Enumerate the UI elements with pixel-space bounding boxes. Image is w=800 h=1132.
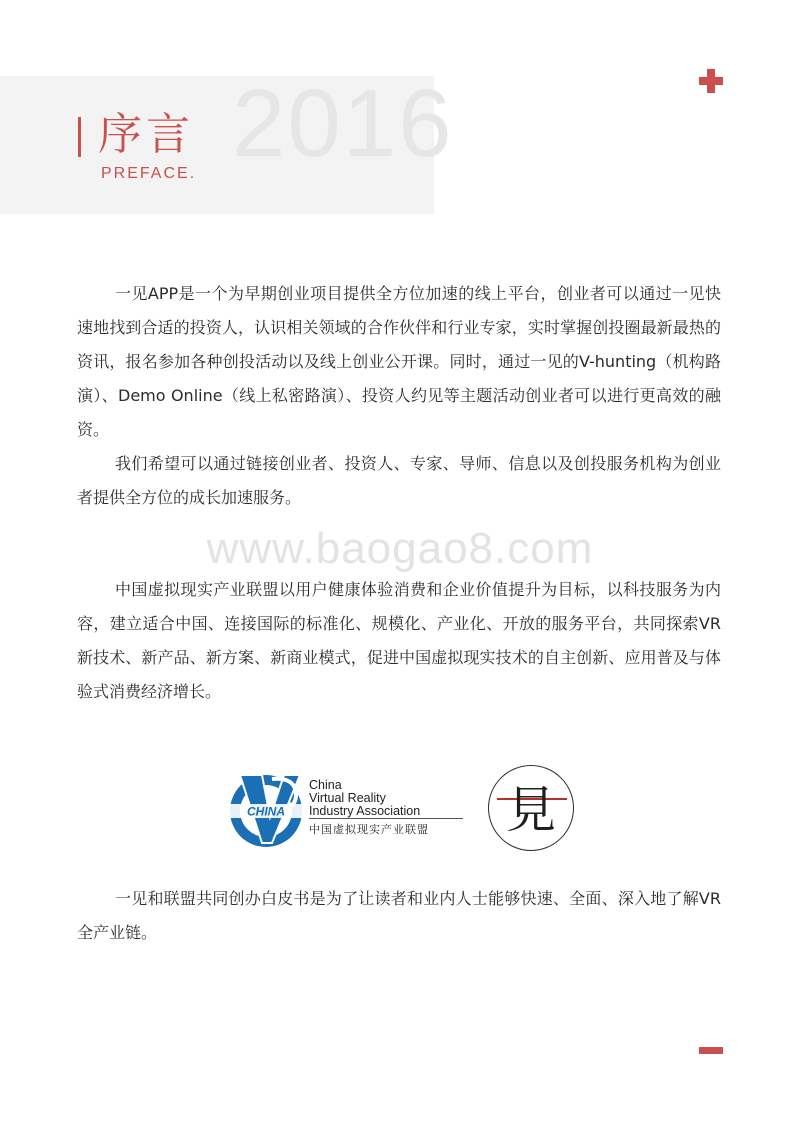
cvria-emblem-text: CHINA (247, 804, 285, 819)
intro-paragraph-1: 一见APP是一个为早期创业项目提供全方位加速的线上平台，创业者可以通过一见快速地找到合适的投资人，认识相关领域的合作伙伴和行业专家，实时掌握创投圈最新最热的资讯，报名参加各种创投活动以及线上创业公开课。同时，通过一见的V-hunting（机构路演）、Demo Online（线上私密路演）、投资人约见等主题活动创业者可以进行更高效的融资。 (77, 284, 721, 439)
cvria-divider (309, 818, 463, 819)
year-watermark: 2016 (232, 70, 454, 177)
plus-icon (699, 69, 723, 93)
cvria-emblem-icon (226, 769, 306, 849)
intro-paragraph-2: 我们希望可以通过链接创业者、投资人、专家、导师、信息以及创投服务机构为创业者提供全方位的成长加速服务。 (77, 454, 721, 507)
cvria-name-cn: 中国虚拟现实产业联盟 (309, 823, 429, 836)
cvria-name-en: China Virtual Reality Industry Association (309, 778, 421, 818)
alliance-section (77, 573, 721, 709)
closing-section (77, 882, 721, 950)
watermark: www.baogao8.com (206, 524, 594, 573)
intro-section (77, 277, 721, 515)
closing-paragraph: 一见和联盟共同创办白皮书是为了让读者和业内人士能够快速、全面、深入地了解VR全产业链。 (77, 889, 721, 942)
page-subtitle: PREFACE. (101, 165, 197, 182)
yijian-logo (488, 765, 574, 851)
cvria-logo (226, 769, 466, 849)
alliance-paragraph: 中国虚拟现实产业联盟以用户健康体验消费和企业价值提升为目标，以科技服务为内容，建立适合中国、连接国际的标准化、规模化、产业化、开放的服务平台，共同探索VR新技术、新产品、新方案、新商业模式，促进中国虚拟现实技术的自主创新、应用普及与体验式消费经济增长。 (77, 580, 721, 701)
title-accent-bar (78, 117, 81, 157)
yijian-char: 見 (506, 781, 556, 839)
minus-icon (699, 1047, 723, 1054)
page-title: 序言 (98, 109, 194, 160)
